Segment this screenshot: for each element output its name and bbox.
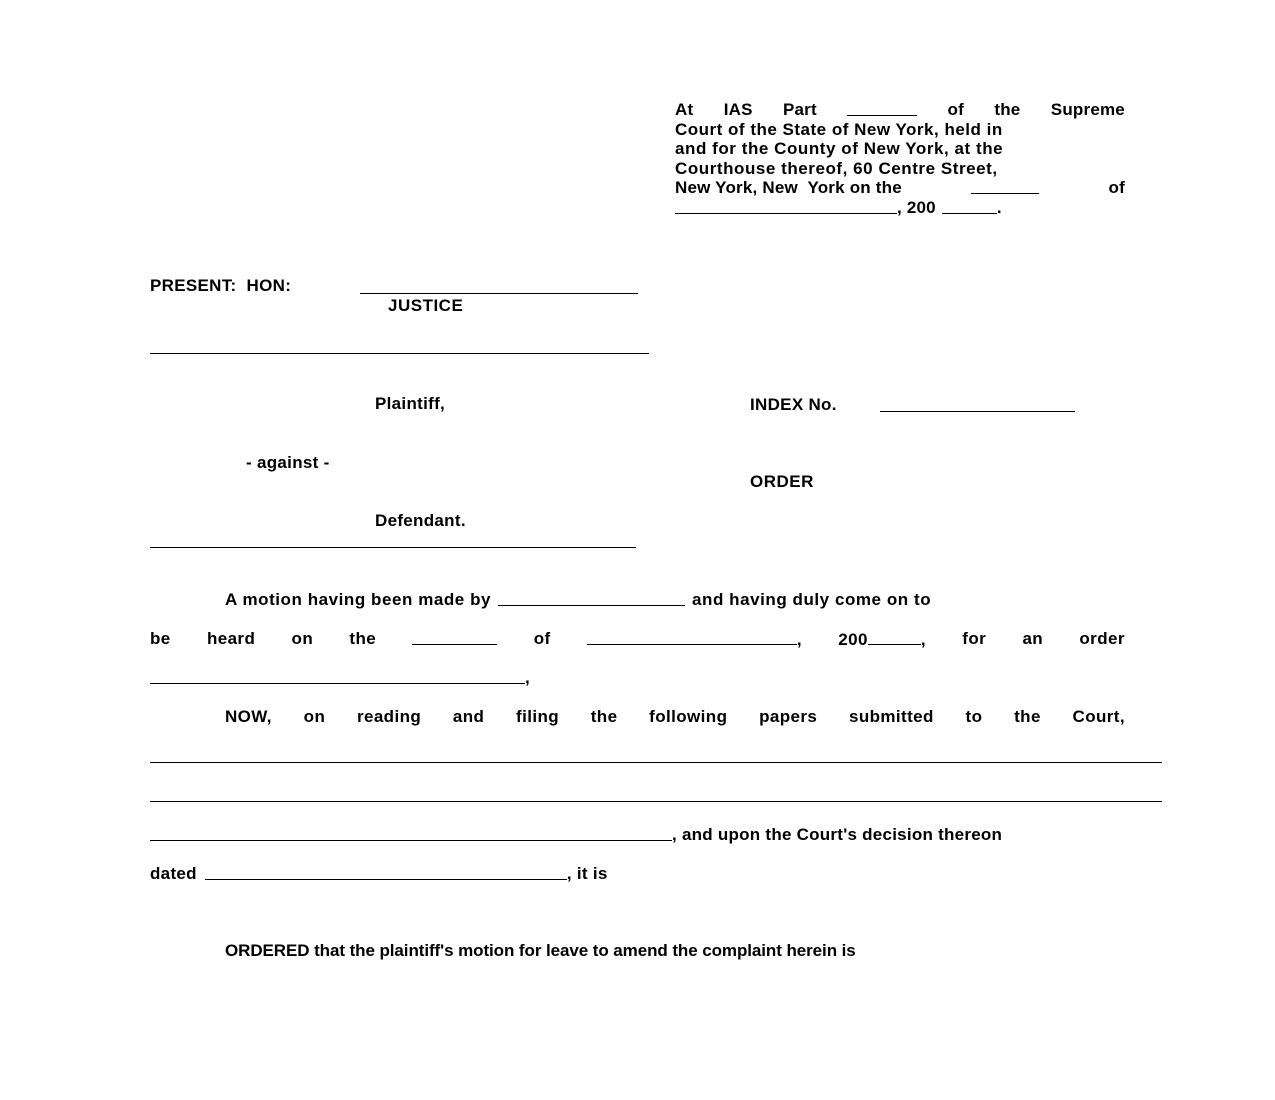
paragraph-word: following bbox=[649, 707, 728, 726]
caption-text: and for the County of New York, at the bbox=[675, 139, 1004, 158]
paragraph-word: be bbox=[150, 629, 171, 648]
paragraph-word: and bbox=[452, 707, 485, 726]
paragraph-word: , bbox=[920, 630, 926, 649]
caption-word: IAS bbox=[723, 100, 753, 119]
document-title: ORDER bbox=[750, 472, 814, 491]
caption-word: of bbox=[1108, 178, 1125, 197]
caption-word: of bbox=[947, 100, 964, 119]
caption-line-5 bbox=[675, 178, 1125, 198]
paragraph-word: 200 bbox=[838, 630, 868, 649]
caption-word: Part bbox=[782, 100, 817, 119]
paragraph-word: on bbox=[291, 629, 314, 648]
justice-title: JUSTICE bbox=[388, 296, 464, 315]
paragraph-word: reading bbox=[356, 707, 422, 726]
caption-text: . bbox=[996, 197, 1002, 217]
caption-line-2 bbox=[675, 120, 1125, 140]
paragraph-text: and having duly come on to bbox=[692, 590, 932, 609]
hearing-month-group bbox=[587, 629, 802, 650]
part-number-blank[interactable] bbox=[847, 100, 917, 116]
year-blank[interactable] bbox=[942, 198, 997, 214]
paragraph-word: Court, bbox=[1072, 707, 1125, 726]
justice-name-blank[interactable] bbox=[360, 293, 638, 294]
index-label: INDEX No. bbox=[750, 395, 837, 414]
caption-text: Court of the State of New York, held in bbox=[675, 119, 1003, 139]
paragraph-word: for bbox=[962, 629, 987, 648]
hearing-year-group bbox=[838, 629, 926, 650]
present-label: PRESENT: HON: bbox=[150, 276, 292, 295]
paragraph-text: , and upon the Court's decision thereon bbox=[672, 825, 1003, 844]
caption-bottom-rule bbox=[150, 547, 636, 548]
paragraph-word: on bbox=[303, 707, 326, 726]
caption-top-rule bbox=[150, 353, 649, 354]
paragraph-word: filing bbox=[516, 707, 560, 726]
paragraph1-line2 bbox=[150, 629, 1125, 650]
caption-word: the bbox=[994, 100, 1021, 119]
paragraph-text: , it is bbox=[566, 864, 608, 883]
caption-line-6 bbox=[675, 198, 1125, 218]
paragraph2-line4 bbox=[150, 825, 1125, 845]
plaintiff-label: Plaintiff, bbox=[375, 394, 446, 413]
paragraph1-line3 bbox=[150, 668, 1125, 688]
caption-text: New York, New York on the bbox=[675, 178, 902, 197]
hearing-day-blank[interactable] bbox=[412, 629, 497, 645]
paragraph-word: order bbox=[1079, 629, 1125, 648]
paragraph-word: of bbox=[533, 629, 551, 648]
day-blank[interactable] bbox=[971, 178, 1039, 194]
paragraph2-line1 bbox=[225, 707, 1125, 727]
paragraph-text: , bbox=[525, 668, 531, 687]
paragraph-text: A motion having been made by bbox=[225, 590, 492, 609]
paragraph-word: the bbox=[1014, 707, 1041, 726]
relief-sought-blank[interactable] bbox=[150, 668, 525, 684]
paragraph-word: submitted bbox=[848, 707, 934, 726]
paragraph-word: to bbox=[965, 707, 983, 726]
caption-word: At bbox=[675, 100, 694, 119]
caption-line-1 bbox=[675, 100, 1125, 120]
papers-blank-3[interactable] bbox=[150, 825, 672, 841]
paragraph-word: heard bbox=[206, 629, 256, 648]
paragraph-word: papers bbox=[759, 707, 818, 726]
paragraph1-line1 bbox=[150, 590, 1125, 610]
paragraph-word: NOW, bbox=[225, 707, 272, 726]
court-caption bbox=[675, 100, 1125, 217]
against-label: - against - bbox=[246, 453, 330, 472]
papers-blank-2[interactable] bbox=[150, 801, 1162, 802]
caption-line-3 bbox=[675, 139, 1125, 159]
paragraph-word: , bbox=[796, 630, 802, 649]
index-number-blank[interactable] bbox=[880, 411, 1075, 412]
paragraph2-line5 bbox=[150, 864, 1125, 884]
caption-text: Courthouse thereof, 60 Centre Street, bbox=[675, 158, 998, 178]
caption-line-4 bbox=[675, 159, 1125, 179]
paragraph-word: the bbox=[590, 707, 618, 726]
hearing-year-blank[interactable] bbox=[868, 629, 921, 645]
hearing-month-blank[interactable] bbox=[587, 629, 797, 645]
paragraph-word: an bbox=[1022, 629, 1044, 648]
paragraph-word: the bbox=[349, 629, 377, 648]
caption-text: , 200 bbox=[897, 197, 936, 217]
decision-date-blank[interactable] bbox=[205, 864, 567, 880]
month-blank[interactable] bbox=[675, 198, 897, 214]
caption-word: Supreme bbox=[1050, 100, 1125, 119]
movant-blank[interactable] bbox=[498, 590, 685, 606]
paragraph-text: dated bbox=[150, 864, 197, 883]
ordered-paragraph: ORDERED that the plaintiff's motion for leave to amend the complaint herein is bbox=[225, 941, 856, 960]
papers-blank-1[interactable] bbox=[150, 762, 1162, 763]
defendant-label: Defendant. bbox=[375, 511, 466, 530]
